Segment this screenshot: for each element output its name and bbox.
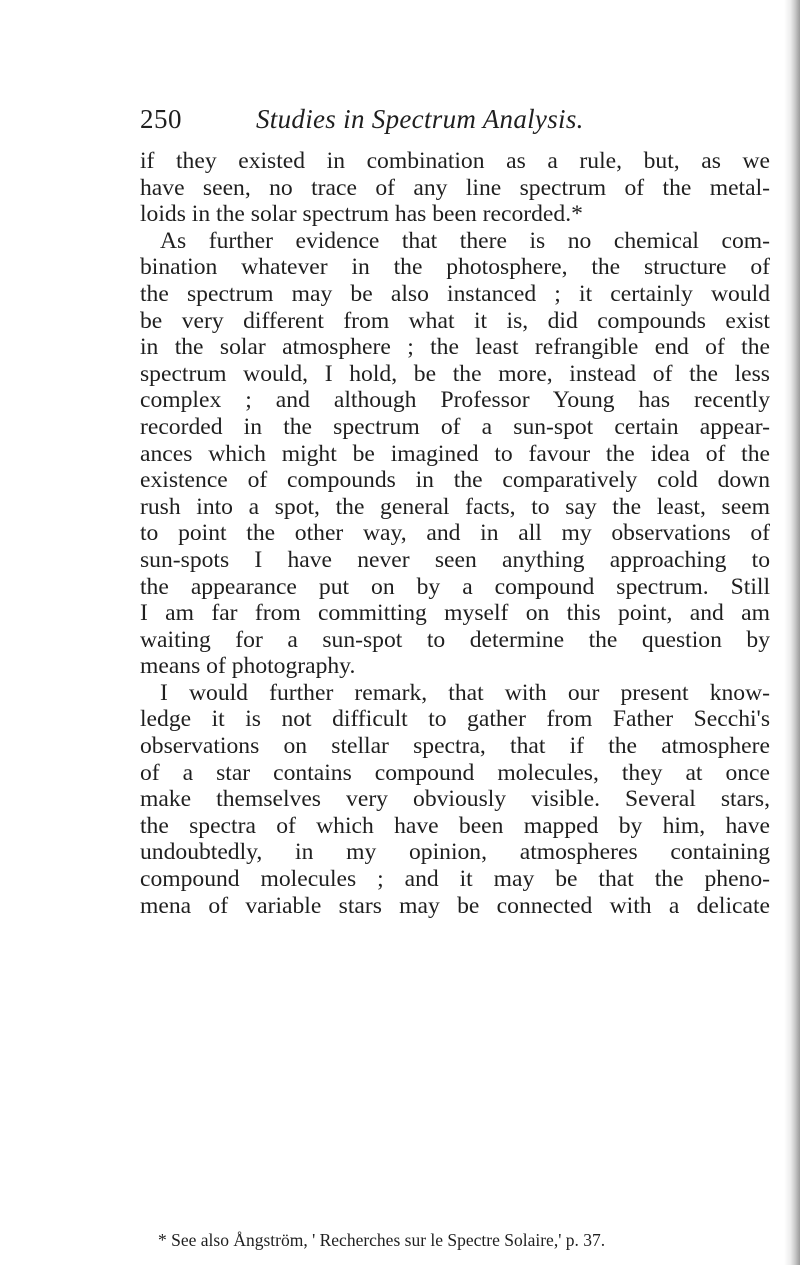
running-title: Studies in Spectrum Analysis. xyxy=(256,104,584,134)
text-line: means of photography. xyxy=(140,653,356,680)
text-line: waiting for a sun-spot to determine the question by xyxy=(140,626,770,653)
page-number: 250 xyxy=(140,104,182,134)
text-line: ledge it is not difficult to gather from Father Secchi's xyxy=(140,706,770,733)
text-line: complex ; and although Professor Young has recently xyxy=(140,387,770,414)
text-line: undoubtedly, in my opinion, atmospheres containing xyxy=(140,839,770,866)
text-line: the spectra of which have been mapped by him, have xyxy=(140,812,770,839)
text-line: existence of compounds in the comparatively cold down xyxy=(140,467,770,494)
text-line: in the solar atmosphere ; the least refrangible end of the xyxy=(140,334,770,361)
footnote xyxy=(158,1229,605,1251)
text-line: sun-spots I have never seen anything approaching to xyxy=(140,546,770,573)
text-line: I am far from committing myself on this point, and am xyxy=(140,600,770,627)
text-line: rush into a spot, the general facts, to say the least, seem xyxy=(140,493,770,520)
page-edge-shadow xyxy=(784,0,800,1265)
footnote-text: See also Ångström, ' Recherches sur le Spectre Solaire,' p. 37. xyxy=(171,1230,606,1250)
text-line: ances which might be imagined to favour the idea of the xyxy=(140,440,770,467)
body-text xyxy=(140,148,770,919)
footnote-marker: * xyxy=(158,1230,167,1250)
text-line: the spectrum may be also instanced ; it certainly would xyxy=(140,280,770,307)
text-line: of a star contains compound molecules, they at once xyxy=(140,759,770,786)
page-header xyxy=(140,104,760,144)
text-line: I would further remark, that with our present know- xyxy=(160,679,770,706)
text-line: spectrum would, I hold, be the more, instead of the less xyxy=(140,360,770,387)
text-line: the appearance put on by a compound spectrum. Still xyxy=(140,573,770,600)
text-line: loids in the solar spectrum has been recorded.* xyxy=(140,201,583,228)
text-line: to point the other way, and in all my observations of xyxy=(140,520,770,547)
text-line: be very different from what it is, did compounds exist xyxy=(140,307,770,334)
text-line: As further evidence that there is no chemical com- xyxy=(160,227,770,254)
text-line: recorded in the spectrum of a sun-spot certain appear- xyxy=(140,413,770,440)
text-line: mena of variable stars may be connected with a delicate xyxy=(140,892,770,919)
text-line: if they existed in combination as a rule, but, as we xyxy=(140,148,770,174)
text-line: bination whatever in the photosphere, the structure of xyxy=(140,254,770,281)
text-line: make themselves very obviously visible. Several stars, xyxy=(140,786,770,813)
text-line: observations on stellar spectra, that if the atmosphere xyxy=(140,733,770,760)
text-line: compound molecules ; and it may be that the pheno- xyxy=(140,866,770,893)
text-line: have seen, no trace of any line spectrum of the metal- xyxy=(140,174,770,201)
